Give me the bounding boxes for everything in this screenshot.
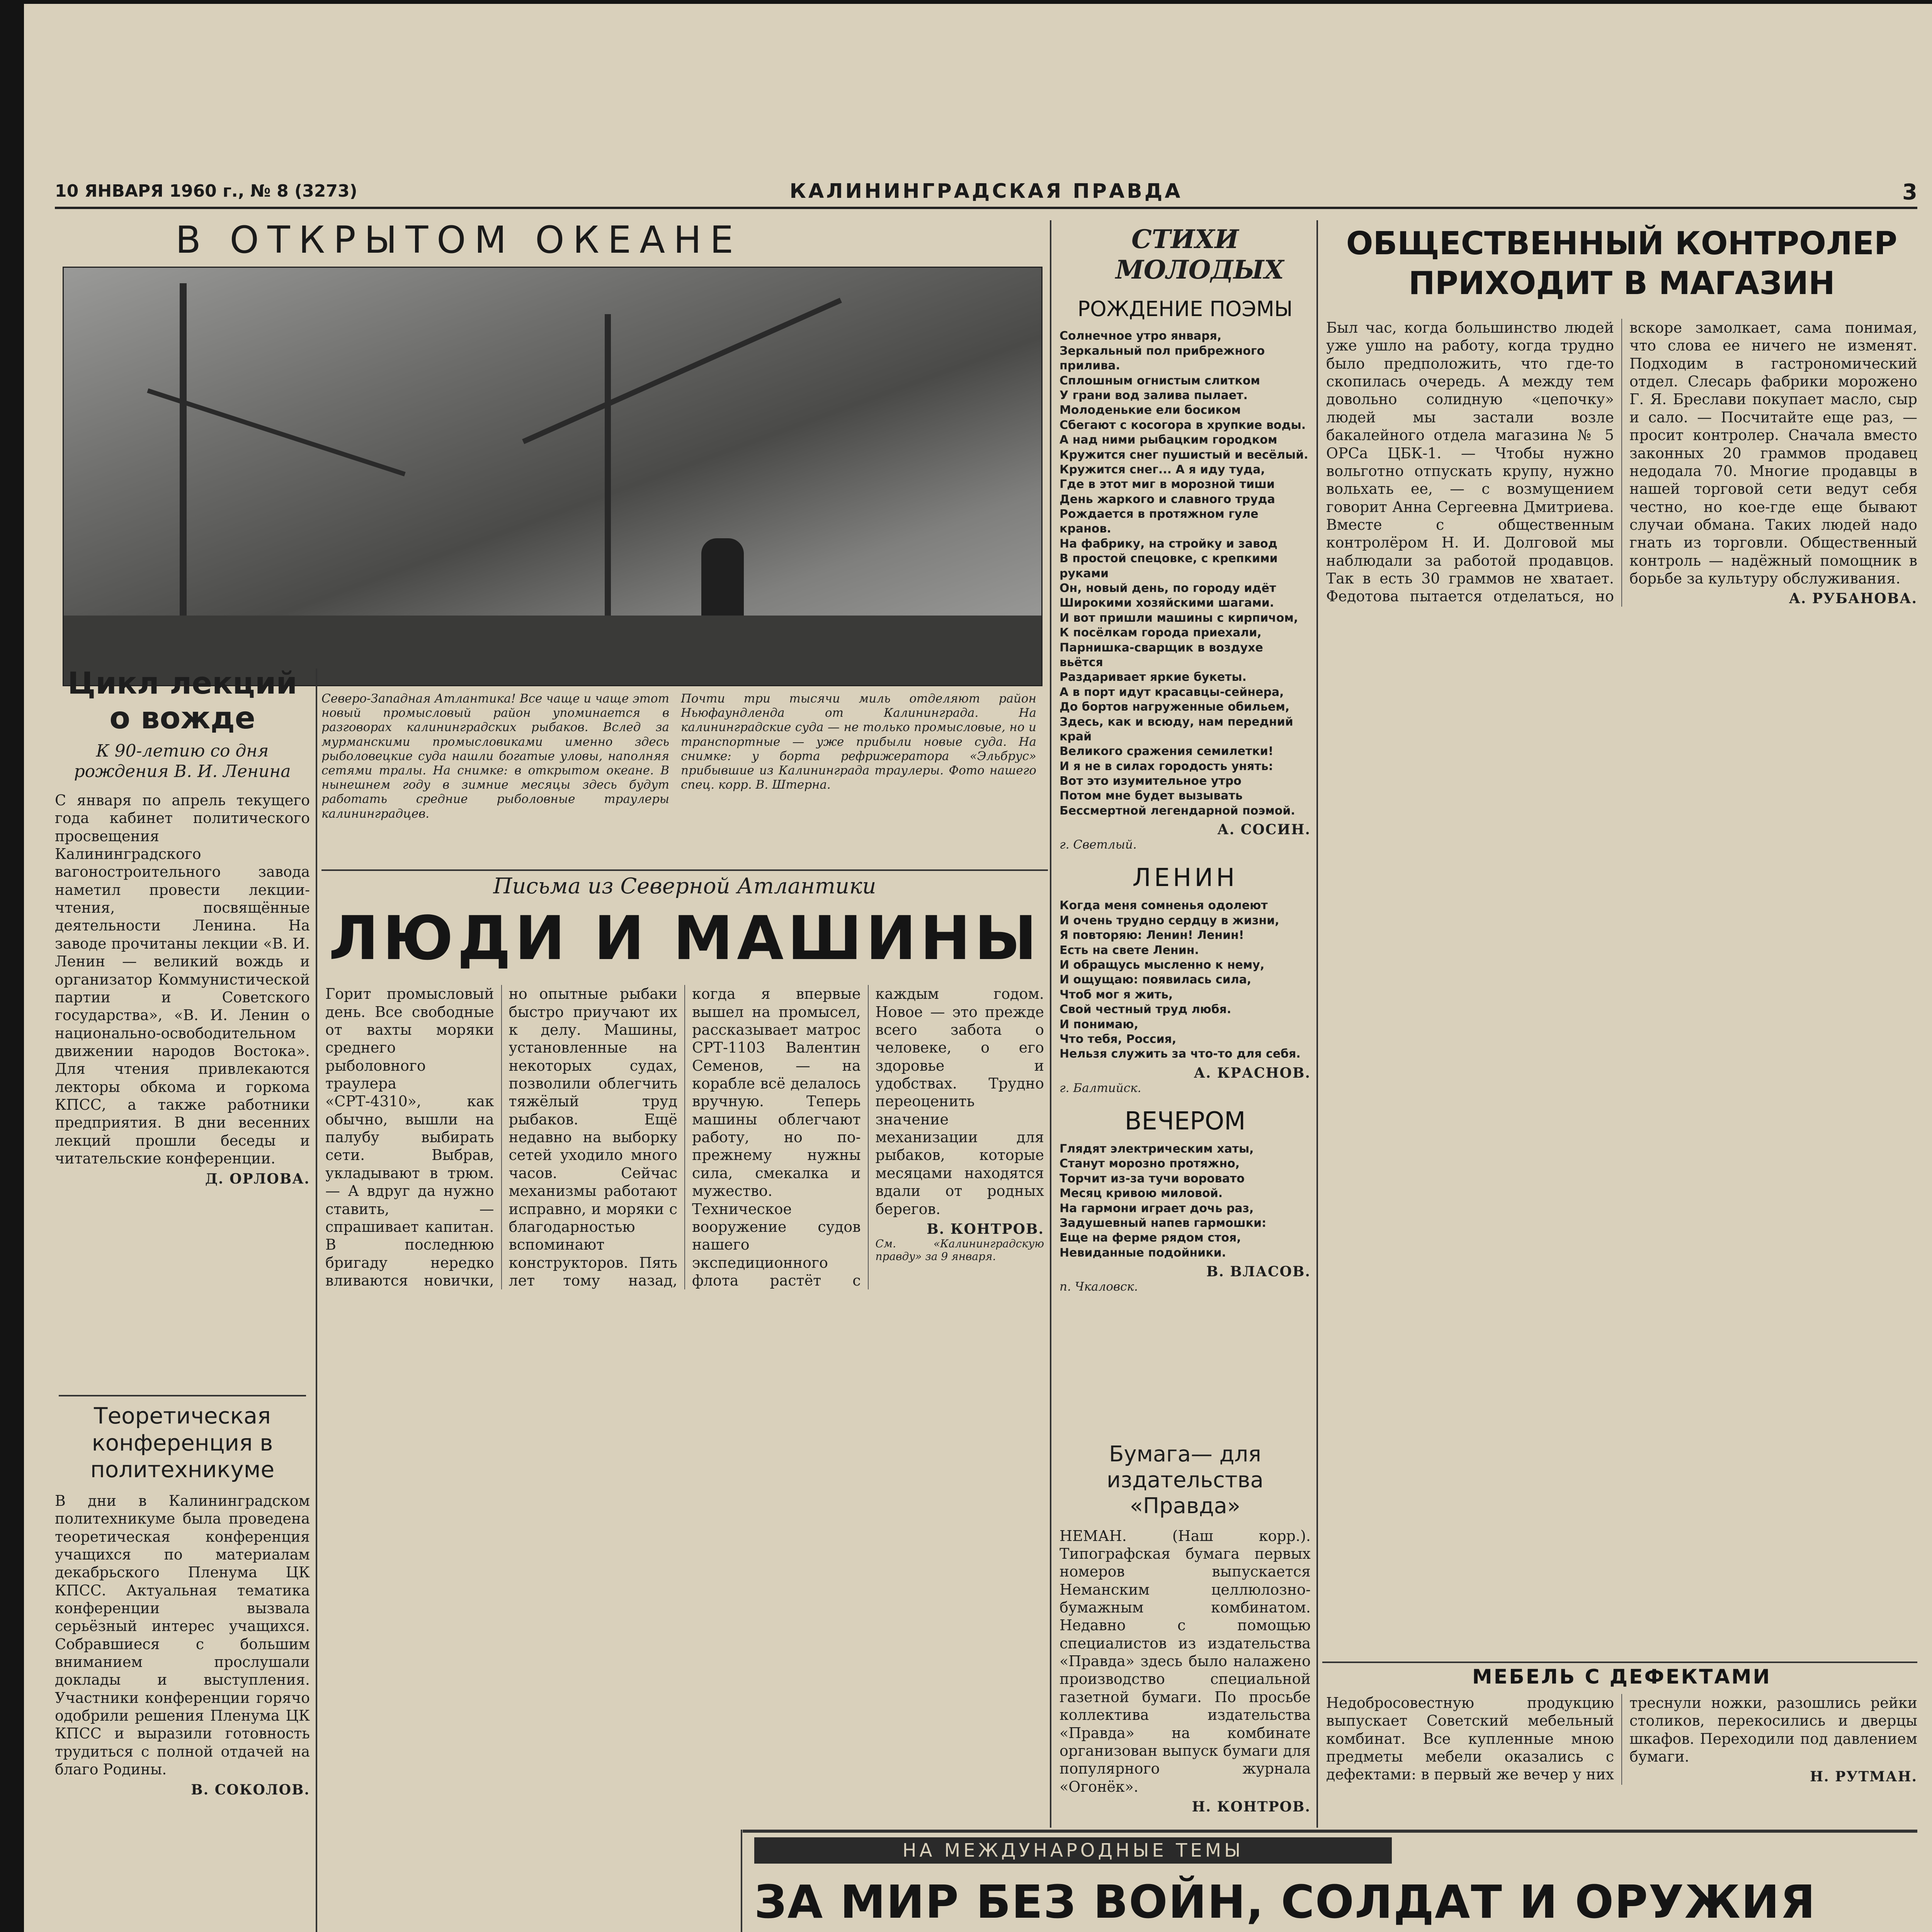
lectures-article: [55, 665, 310, 1391]
poem2-place: г. Балтийск.: [1060, 1081, 1141, 1095]
poem3-text: Глядят электрическим хаты, Станут морозно протяжно, Торчит из-за тучи воровато Месяц кривою миловой. На гармони играет дочь раз, Задушевный напев гармошки: Еще на ферме рядом стоя, Невиданные подойники.: [1060, 1142, 1267, 1260]
people-footnote: См. «Калининградскую правду» за 9 января.: [875, 1237, 1044, 1263]
newspaper-title: КАЛИНИНГРАДСКАЯ ПРАВДА: [789, 180, 1183, 203]
conference-title: Теоретическая конференция в политехникуме: [90, 1403, 275, 1483]
divider: [743, 1830, 1917, 1833]
lectures-title: Цикл лекций о вожде: [67, 666, 298, 736]
ship-mast: [180, 283, 187, 670]
poem1-text: Солнечное утро января, Зеркальный пол прибрежного прилива. Сплошным огнистым слитком У грани вод залива пылает. Молоденькие ели босиком Сбегают с косогора в хрупкие воды. А над ними рыбацким городком Кружится снег пушистый и весёлый. Кружится снег... А я иду туда, Где в этот миг в морозной тиши День жаркого и славного труда Рождается в протяжном гуле кранов. На фабрику, на стройку и завод В простой спецовке, с крепкими руками Он, новый день, по городу идёт Широкими хозяйскими шагами. И вот пришли машины с кирпичом, К посёлкам города приехали, Парнишка-сварщик в воздухе вьётся Раздаривает яркие букеты. А в порт идут красавцы-сейнера, До бортов нагруженные обильем, Здесь, как и всюду, нам передний край Великого сражения семилетки! И я не в силах городость унять: Вот это изумительное утро Потом мне будет вызывать Бессмертной легендарной поэмой.: [1060, 329, 1308, 818]
page-number: 3: [1902, 180, 1917, 205]
lectures-signature: Д. ОРЛОВА.: [205, 1170, 310, 1187]
poem2-title: ЛЕНИН: [1132, 864, 1238, 893]
divider: [1322, 1662, 1917, 1663]
poems-title: СТИХИ МОЛОДЫХ: [1116, 224, 1284, 285]
conference-article: [55, 1403, 310, 1932]
page-header: [55, 180, 1917, 209]
lectures-subtitle: К 90-летию со дня рождения В. И. Ленина: [74, 741, 291, 782]
furniture-article: [1326, 1665, 1917, 1824]
people-article: [325, 873, 1044, 1932]
controller-body: Был час, когда большинство людей уже ушло на работу, когда трудно было предположить, что где-то скопилась очередь. А между тем довольно солидную «цепочку» людей мы застали возле бакалейного отдела магазина № 5 ОРСа ЦБК-1. — Чтобы нужно вольготно отпускать крупу, нужно вольхать ее, — с возмущением говорит Анна Сергеевна Дмитриева. Вместе с общественным контролёром Н. И. Долговой мы наблюдали за работой продавцов. Так в есть 30 граммов не хватает. Федотова пытается отделаться, но вскоре замолкает, сама понимая, что слова ее ничего не изменят. Подходим в гастрономический отдел. Слесарь фабрики морожено Г. Я. Бреслави покупает масло, сыр и сало. — Посчитайте еще раз, — просит контролер. Сначала вместо законных 20 граммов продавец недодала 70. Многие продавцы в нашей торговой сети ведут себя честно, но кое-где еще бывают случаи обмана. Таких людей надо гнать из торговли. Общественный контроль — надёжный помощник в борьбе за культуру обслуживания.: [1326, 319, 1917, 605]
issue-date: 10 ЯНВАРЯ 1960 г., № 8 (3273): [55, 181, 357, 201]
poem3-author: В. ВЛАСОВ.: [1206, 1264, 1311, 1280]
column-rule: [1316, 220, 1318, 1828]
poem1-place: г. Светлый.: [1060, 838, 1137, 852]
paper-news-title: Бумага— для издательства «Правда»: [1107, 1442, 1264, 1519]
lectures-body: С января по апрель текущего года кабинет политического просвещения Калининградского вагоностроительного завода наметил провести лекции-чтения, посвящённые деятельности Ленина. На заводе прочитаны лекции «В. И. Ленин — великий вождь и организатор Коммунистической партии и Советского государства», «В. И. Ленин о национально-освободительном движении народов Востока». Для чтения привлекаются лекторы обкома и горкома КПСС, а также работники предприятия. В дни весенних лекций прошли беседы и читательские конференции.: [55, 791, 310, 1167]
peace-article: [754, 1837, 1917, 1932]
conference-signature: В. СОКОЛОВ.: [191, 1781, 310, 1798]
divider: [321, 869, 1048, 871]
conference-body: В дни в Калининградском политехникуме была проведена теоретическая конференция учащихся по материалам декабрьского Пленума ЦК КПСС. Актуальная тематика конференции вызвала серьёзный интерес учащихся. Собравшиеся с большим вниманием прослушали доклады и выступления. Участники конференции горячо одобрили решения Пленума ЦК КПСС и выразили готовность трудиться с полной отдачей на благо Родины.: [55, 1492, 310, 1778]
paper-news-body: НЕМАН. (Наш корр.). Типографская бумага первых номеров выпускается Неманским целлюлозно-бумажным комбинатом. Недавно с помощью специалистов из издательства «Правда» здесь было налажено производство специальной газетной бумаги. По просьбе коллектива издательства «Правда» на комбинате организован выпуск бумаги для популярного журнала «Огонёк».: [1060, 1527, 1311, 1795]
poem1-title: РОЖДЕНИЕ ПОЭМЫ: [1077, 297, 1293, 321]
people-body: Горит промысловый день. Все свободные от вахты моряки среднего рыболовного траулера «СРТ-4310», как обычно, вышли на палубу выбирать сети. Выбрав, укладывают в трюм. — А вдруг да нужно ставить, — спрашивает капитан. В последнюю бригаду нередко вливаются новички, но опытные рыбаки быстро приучают их к делу. Машины, установленные на некоторых судах, позволили облегчить тяжёлый труд рыбаков. Ещё недавно на выборку сетей уходило много часов. Сейчас механизмы работают исправно, и моряки с благодарностью вспоминают конструкторов. Пять лет тому назад, когда я впервые вышел на промысел, рассказывает матрос СРТ-1103 Валентин Семенов, — на корабле всё делалось вручную. Теперь машины облегчают работу, но по-прежнему нужны сила, смекалка и мужество. Техническое вооружение судов нашего экспедиционного флота растёт с каждым годом. Новое — это прежде всего забота о человеке, о его здоровье и удобствах. Трудно переоценить значение механизации для рыбаков, которые месяцами находятся вдали от родных берегов.: [325, 985, 1044, 1289]
poem3-place: п. Чкаловск.: [1060, 1280, 1138, 1294]
furniture-signature: Н. РУТМАН.: [1810, 1769, 1917, 1785]
poem3-title: ВЕЧЕРОМ: [1124, 1107, 1246, 1136]
ocean-caption-right: Почти три тысячи миль отделяют район Ньюфаундленда от Калининграда. На калининградские суда — не только промысловые, но и транспортные — уже прибыли новые суда. На снимке: у борта рефрижератора «Эльбрус» прибывшие из Калининграда траулеры. Фото нашего спец. корр. В. Штерна.: [681, 692, 1036, 792]
ship-boom: [522, 298, 842, 444]
column-rule: [741, 1830, 742, 1932]
paper-news-article: [1060, 1441, 1311, 1824]
ocean-photo: [63, 267, 1043, 686]
paper-news-signature: Н. КОНТРОВ.: [1192, 1798, 1311, 1815]
divider: [59, 1395, 306, 1396]
furniture-title: МЕБЕЛЬ С ДЕФЕКТАМИ: [1472, 1665, 1772, 1689]
controller-title: ОБЩЕСТВЕННЫЙ КОНТРОЛЕР ПРИХОДИТ В МАГАЗИН: [1346, 225, 1898, 302]
column-rule: [316, 668, 317, 1932]
peace-kicker: НА МЕЖДУНАРОДНЫЕ ТЕМЫ: [754, 1837, 1392, 1864]
controller-signature: А. РУБАНОВА.: [1789, 590, 1917, 607]
peace-title: ЗА МИР БЕЗ ВОЙН, СОЛДАТ И ОРУЖИЯ: [754, 1875, 1816, 1929]
people-signature: В. КОНТРОВ.: [927, 1221, 1044, 1237]
column-rule: [1050, 220, 1051, 1828]
poem2-author: А. КРАСНОВ.: [1194, 1065, 1311, 1081]
ocean-caption-left: Северо-Западная Атлантика! Все чаще и чаще этот новый промысловый район упоминается в разговорах калининградских рыбаков. Вслед за мурманскими промысловиками именно здесь рыболовецкие суда нашли богатые уловы, наполняя сетями тралы. На снимке: в открытом океане. В нынешнем году в зимние месяцы здесь будут работать средние рыболовные траулеры калининградцев.: [321, 692, 669, 821]
poem1-author: А. СОСИН.: [1217, 821, 1311, 838]
people-kicker: Письма из Северной Атлантики: [493, 874, 876, 899]
people-title: ЛЮДИ И МАШИНЫ: [328, 903, 1041, 974]
poem2-text: Когда меня сомненья одолеют И очень трудно сердцу в жизни, Я повторяю: Ленин! Ленин! Есть на свете Ленин. И обращусь мысленно к нему, И ощущаю: появилась сила, Чтоб мог я жить, Свой честный труд любя. И понимаю, Что тебя, Россия, Нельзя служить за что-то для себя.: [1060, 899, 1301, 1061]
ocean-heading: В ОТКРЫТОМ ОКЕАНЕ: [175, 218, 742, 262]
newspaper-page: [24, 4, 1932, 1932]
controller-article: [1326, 224, 1917, 1662]
furniture-body: Недобросовестную продукцию выпускает Советский мебельный комбинат. Все купленные мною предметы мебели оказались с дефектами: в первый же вечер у них треснули ножки, разошлись рейки столиков, перекосились и дверцы шкафов. Переходили под давлением бумаги.: [1326, 1694, 1917, 1783]
